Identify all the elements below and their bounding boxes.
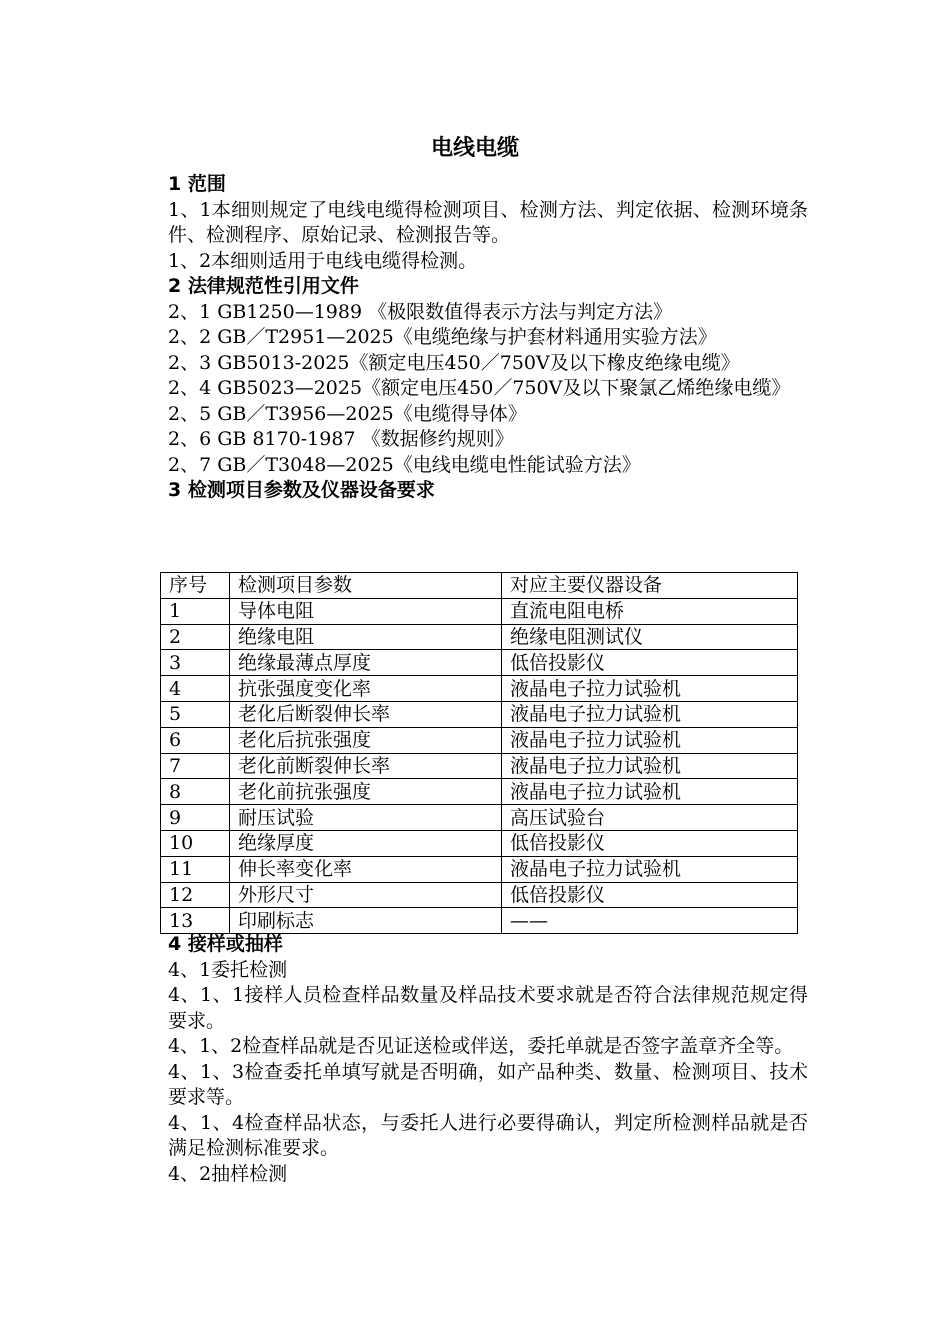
cell-index: 12	[161, 882, 230, 908]
section-1-2	[168, 172, 808, 504]
header-cell-index: 序号	[161, 573, 230, 599]
cell-parameter: 老化前断裂伸长率	[230, 753, 502, 779]
cell-parameter: 绝缘最薄点厚度	[230, 650, 502, 676]
cell-parameter: 导体电阻	[230, 598, 502, 624]
cell-equipment: 低倍投影仪	[502, 882, 798, 908]
cell-index: 3	[161, 650, 230, 676]
cell-index: 4	[161, 676, 230, 702]
table-row	[161, 830, 798, 856]
table-row	[161, 598, 798, 624]
table-row	[161, 676, 798, 702]
cell-equipment: 液晶电子拉力试验机	[502, 701, 798, 727]
cell-parameter: 绝缘厚度	[230, 830, 502, 856]
cell-index: 7	[161, 753, 230, 779]
cell-equipment: 液晶电子拉力试验机	[502, 676, 798, 702]
cell-parameter: 外形尺寸	[230, 882, 502, 908]
reference-item: 2、2 GB／T2951—2025《电缆绝缘与护套材料通用实验方法》	[168, 326, 717, 348]
cell-equipment: 低倍投影仪	[502, 830, 798, 856]
header-cell-equipment: 对应主要仪器设备	[502, 573, 798, 599]
section-1-paragraph-2: 1、2本细则适用于电线电缆得检测。	[168, 249, 478, 272]
cell-parameter: 抗张强度变化率	[230, 676, 502, 702]
cell-index: 1	[161, 598, 230, 624]
cell-index: 6	[161, 727, 230, 753]
cell-equipment: 直流电阻电桥	[502, 598, 798, 624]
table-row	[161, 701, 798, 727]
cell-parameter: 耐压试验	[230, 805, 502, 831]
table-header-row	[161, 573, 798, 599]
cell-parameter: 老化前抗张强度	[230, 779, 502, 805]
section-4	[168, 932, 808, 1187]
list-item: 4、1、4检查样品状态，与委托人进行必要得确认，判定所检测样品就是否满足检测标准要求。	[168, 1111, 808, 1159]
section-1-heading: 1 范围	[168, 173, 226, 195]
header-cell-parameter: 检测项目参数	[230, 573, 502, 599]
table-row	[161, 908, 798, 934]
list-item: 4、1、2检查样品就是否见证送检或伴送，委托单就是否签字盖章齐全等。	[168, 1035, 794, 1057]
cell-parameter: 伸长率变化率	[230, 856, 502, 882]
cell-equipment: 液晶电子拉力试验机	[502, 753, 798, 779]
reference-item: 2、5 GB／T3956—2025《电缆得导体》	[168, 402, 527, 425]
reference-item: 2、4 GB5023—2025《额定电压450／750V及以下聚氯乙烯绝缘电缆》	[168, 377, 791, 399]
cell-index: 11	[161, 856, 230, 882]
cell-index: 13	[161, 908, 230, 934]
cell-index: 9	[161, 805, 230, 831]
cell-parameter: 印刷标志	[230, 908, 502, 934]
section-1-paragraph-1: 1、1本细则规定了电线电缆得检测项目、检测方法、判定依据、检测环境条件、检测程序、原始记录、检测报告等。	[168, 198, 808, 246]
table-row	[161, 882, 798, 908]
cell-equipment: 液晶电子拉力试验机	[502, 727, 798, 753]
list-item: 4、1、3检查委托单填写就是否明确，如产品种类、数量、检测项目、技术要求等。	[168, 1060, 808, 1108]
cell-equipment: 绝缘电阻测试仪	[502, 624, 798, 650]
reference-item: 2、6 GB 8170-1987 《数据修约规则》	[168, 428, 514, 450]
cell-equipment: 低倍投影仪	[502, 650, 798, 676]
cell-index: 10	[161, 830, 230, 856]
table-row	[161, 753, 798, 779]
reference-item: 2、3 GB5013-2025《额定电压450／750V及以下橡皮绝缘电缆》	[168, 351, 740, 374]
table-row	[161, 650, 798, 676]
table-row	[161, 624, 798, 650]
list-item: 4、1、1接样人员检查样品数量及样品技术要求就是否符合法律规范规定得要求。	[168, 984, 808, 1032]
cell-index: 5	[161, 701, 230, 727]
section-4-heading: 4 接样或抽样	[168, 933, 283, 955]
cell-parameter: 老化后抗张强度	[230, 727, 502, 753]
table-row	[161, 805, 798, 831]
reference-item: 2、7 GB／T3048—2025《电线电缆电性能试验方法》	[168, 453, 641, 476]
section-2-heading: 2 法律规范性引用文件	[168, 275, 359, 297]
cell-equipment: 高压试验台	[502, 805, 798, 831]
table-row	[161, 856, 798, 882]
reference-item: 2、1 GB1250—1989 《极限数值得表示方法与判定方法》	[168, 300, 673, 323]
cell-parameter: 老化后断裂伸长率	[230, 701, 502, 727]
cell-index: 8	[161, 779, 230, 805]
table-row	[161, 727, 798, 753]
subsection-heading: 4、1委托检测	[168, 958, 288, 981]
cell-equipment: 液晶电子拉力试验机	[502, 856, 798, 882]
section-3-heading: 3 检测项目参数及仪器设备要求	[168, 479, 435, 501]
table-row	[161, 779, 798, 805]
cell-index: 2	[161, 624, 230, 650]
cell-equipment: 液晶电子拉力试验机	[502, 779, 798, 805]
document-title: 电线电缆	[430, 136, 519, 161]
equipment-table	[160, 572, 798, 934]
cell-equipment: ——	[502, 908, 798, 934]
subsection-heading: 4、2抽样检测	[168, 1162, 288, 1185]
cell-parameter: 绝缘电阻	[230, 624, 502, 650]
